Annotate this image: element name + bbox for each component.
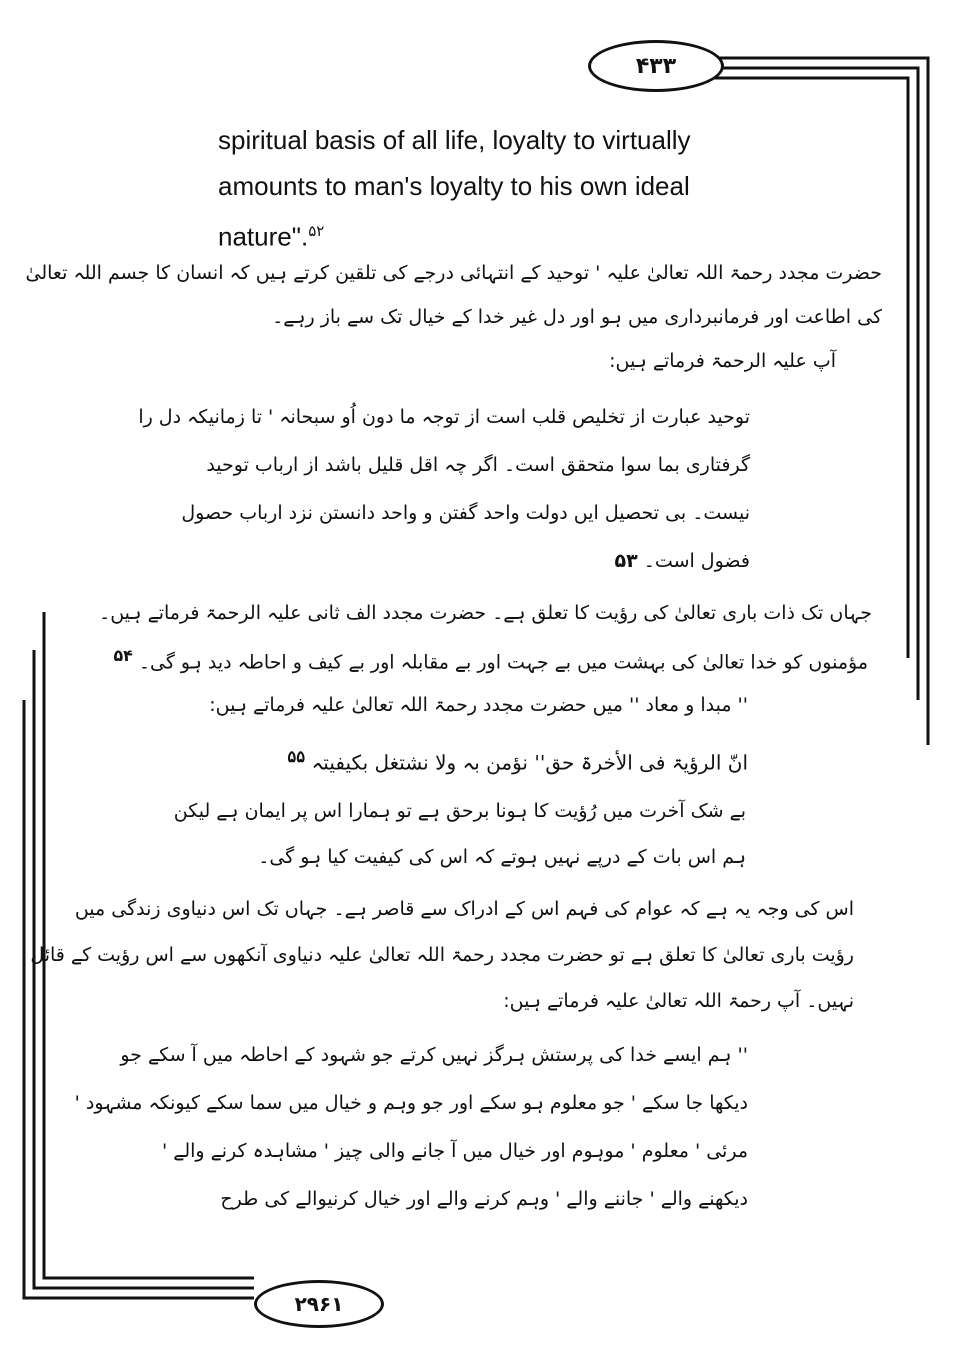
para1-line-1: حضرت مجدد رحمۃ اللہ تعالیٰ علیہ ' توحید کے انتہائی درجے کی تلقین کرتے ہیں کہ انسان کا جسم اللہ تعالیٰ xyxy=(25,262,882,284)
page-number-bottom-text: ۲۹۶۱ xyxy=(294,1292,344,1316)
persian-quote-last-words: فضول است۔ xyxy=(643,550,750,572)
final-quote-line-4: دیکھنے والے ' جاننے والے ' وہم کرنے والے اور خیال کرنیوالے کی طرح xyxy=(220,1188,748,1210)
page-number-top-text: ۴۳۳ xyxy=(635,53,677,79)
persian-quote-line-4 xyxy=(615,550,750,572)
translation-line-2: ہم اس بات کے درپے نہیں ہوتے کہ اس کی کیفیت کیا ہو گی۔ xyxy=(258,846,746,868)
footnote-55: ۵۵ xyxy=(287,746,306,766)
para3-line-2: رؤیت باری تعالیٰ کا تعلق ہے تو حضرت مجدد رحمۃ اللہ تعالیٰ علیہ دنیاوی آنکھوں سے اس رؤیت کے قائل xyxy=(30,944,854,966)
footnote-53: ۵۳ xyxy=(614,550,638,572)
footnote-52: ۵۲ xyxy=(308,223,325,240)
final-quote-line-2: دیکھا جا سکے ' جو معلوم ہو سکے اور جو وہم و خیال میں سما سکے کیونکہ مشہود ' xyxy=(74,1092,748,1114)
final-quote-line-3: مرئی ' معلوم ' موہوم اور خیال میں آ جانے والی چیز ' مشاہدہ کرنے والے ' xyxy=(161,1140,748,1162)
page-number-top xyxy=(588,40,724,92)
arabic-quote-text: انّ الرؤیۃ فی الأخرۃ حق'' نؤمن بہ ولا نشتغل بکیفیتہ xyxy=(311,750,748,775)
para2-line-3: '' مبدا و معاد '' میں حضرت مجدد رحمۃ اللہ تعالیٰ علیہ فرماتے ہیں: xyxy=(209,694,748,716)
arabic-quote xyxy=(287,746,748,775)
english-quote-line-1: spiritual basis of all life, loyalty to virtually xyxy=(218,125,691,155)
para2-line-2-text: مؤمنوں کو خدا تعالیٰ کی بہشت میں بے جہت اور بے مقابلہ اور بے کیف و احاطہ دید ہو گی۔ xyxy=(138,651,868,674)
english-quote-line-2: amounts to man's loyalty to his own ideal xyxy=(218,171,690,201)
para1-line-3: آپ علیہ الرحمۃ فرماتے ہیں: xyxy=(609,350,836,372)
translation-line-1: بے شک آخرت میں رُؤیت کا ہونا برحق ہے تو ہمارا اس پر ایمان ہے لیکن xyxy=(173,800,746,822)
para2-line-1: جہاں تک ذات باری تعالیٰ کی رؤیت کا تعلق ہے۔ حضرت مجدد الف ثانی علیہ الرحمۃ فرماتے ہیں۔ xyxy=(99,602,872,624)
persian-quote-line-3: نیست۔ بی تحصیل ایں دولت واحد گفتن و واحد دانستن نزد ارباب حصول xyxy=(181,502,750,524)
english-quote-line-3 xyxy=(218,210,758,259)
footnote-54: ۵۴ xyxy=(113,646,133,665)
persian-quote-line-1: توحید عبارت از تخلیص قلب است از توجہ ما دون اُو سبحانہ ' تا زمانیکہ دل را xyxy=(138,406,750,428)
para3-line-3: نہیں۔ آپ رحمۃ اللہ تعالیٰ علیہ فرماتے ہیں: xyxy=(503,990,854,1012)
para1-line-2: کی اطاعت اور فرمانبرداری میں ہو اور دل غیر خدا کے خیال تک سے باز رہے۔ xyxy=(272,306,882,328)
page-number-bottom xyxy=(254,1280,384,1328)
para3-line-1: اس کی وجہ یہ ہے کہ عوام کی فہم اس کے ادراک سے قاصر ہے۔ جہاں تک اس دنیاوی زندگی میں xyxy=(74,898,854,920)
persian-quote-line-2: گرفتاری بما سوا متحقق است۔ اگر چہ اقل قلیل باشد از ارباب توحید xyxy=(206,454,750,476)
final-quote-line-1: '' ہم ایسے خدا کی پرستش ہرگز نہیں کرتے جو شہود کے احاطہ میں آ سکے جو xyxy=(120,1044,748,1066)
english-quote-last-words: nature". xyxy=(218,221,309,252)
para2-line-2 xyxy=(113,646,868,673)
